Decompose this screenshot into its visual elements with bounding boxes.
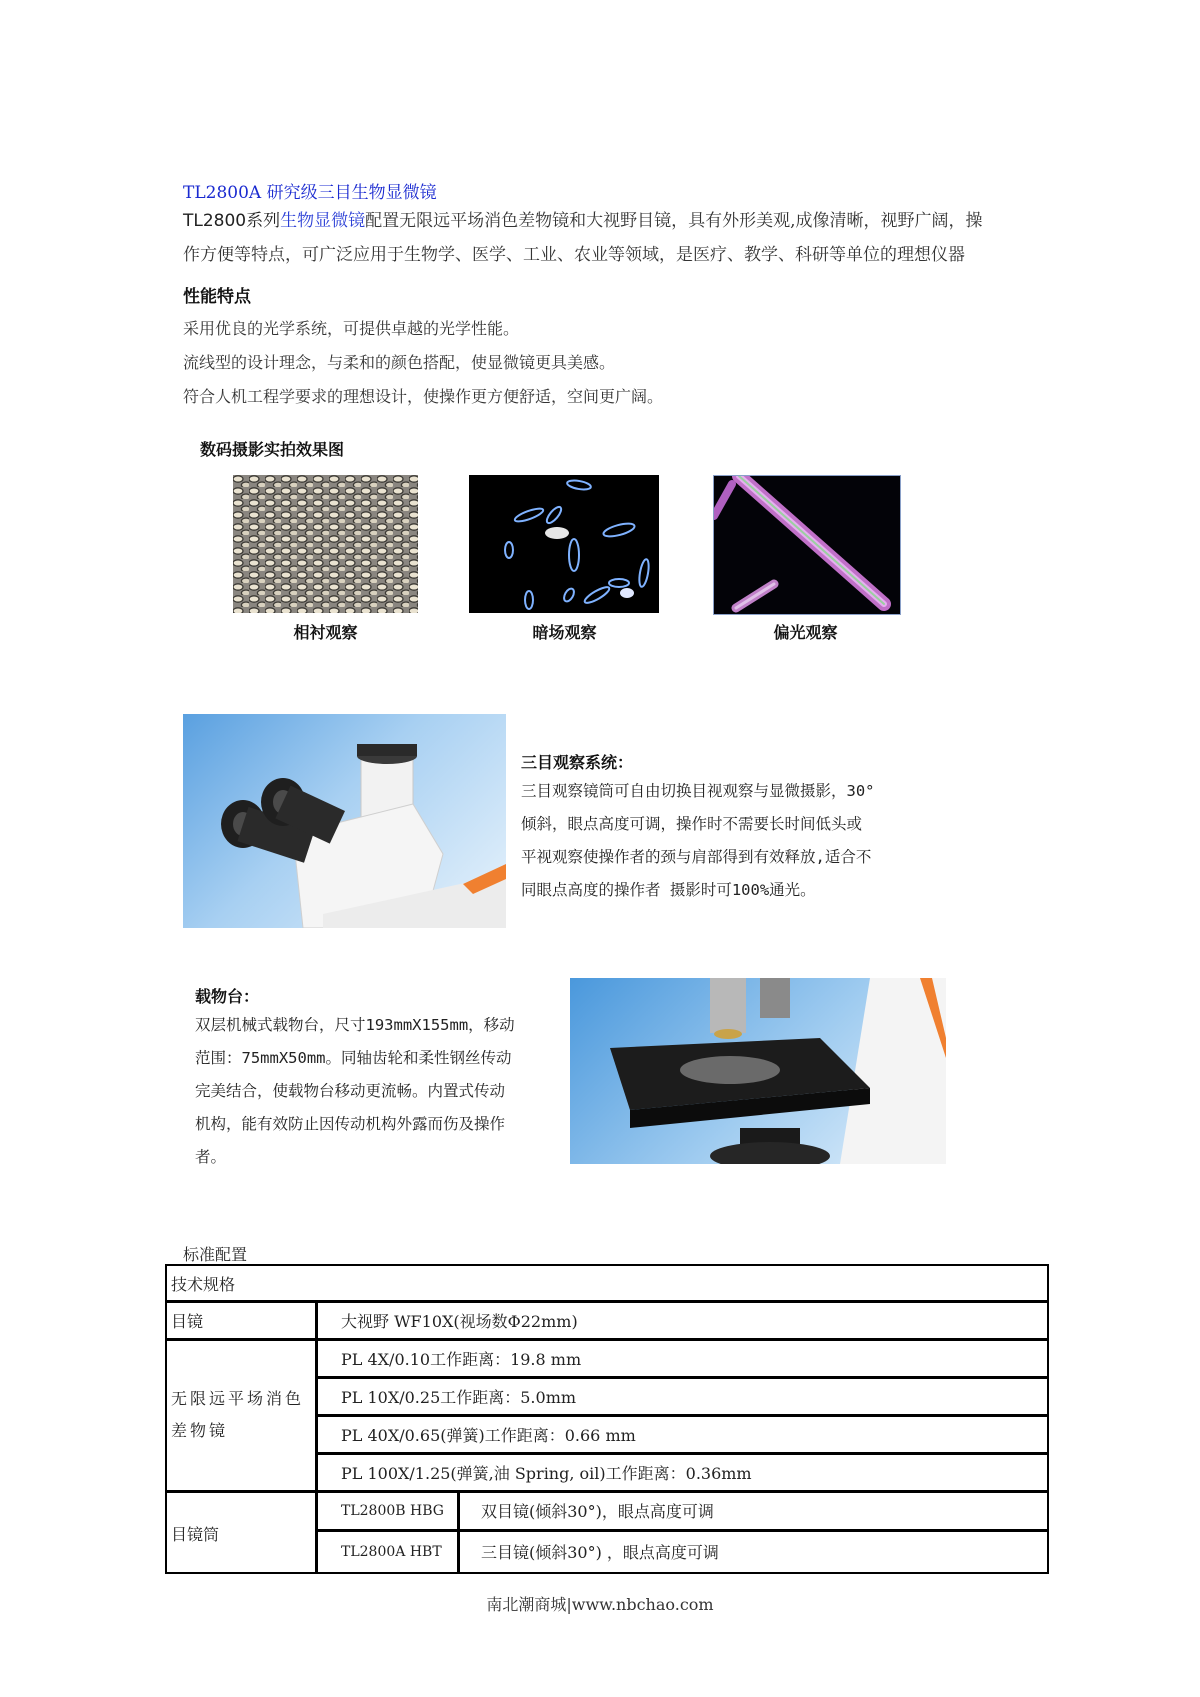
intro-paragraph [183,204,1043,272]
tube-desc: 双目镜(倾斜30°)，眼点高度可调 [481,1502,714,1521]
fiber-pattern [714,476,900,614]
microscope-head-illustration [183,714,506,928]
cell-pattern [233,475,418,613]
footer-text: 南北潮商城|www.nbchao.com [486,1595,714,1614]
stage-line: 双层机械式载物台，尺寸193mmX155mm，移动 [195,1016,515,1034]
gallery-caption: 暗场观察 [532,623,597,642]
stage-photo [570,978,946,1164]
trinocular-line: 同眼点高度的操作者 摄影时可100%通光。 [521,881,816,899]
stage-illustration [570,978,946,1164]
tube-desc: 三目镜(倾斜30°) ，眼点高度可调 [481,1543,719,1562]
polarized-photo [713,475,901,615]
page-title: TL2800A 研究级三目生物显微镜 [183,183,437,203]
trinocular-line: 倾斜，眼点高度可调，操作时不需要长时间低头或 [521,815,863,833]
eyepiece-value: 大视野 WF10X(视场数Φ22mm) [341,1311,578,1331]
trinocular-description [521,775,941,907]
objective-spec: PL 100X/1.25(弹簧,油 Spring, oil)工作距离：0.36mm [341,1463,752,1483]
objective-spec: PL 40X/0.65(弹簧)工作距离：0.66 mm [341,1425,636,1445]
stage-heading: 载物台： [195,987,260,1006]
objective-label [167,1340,315,1490]
eyepiece-label: 目镜 [171,1311,204,1331]
trinocular-head-photo [183,714,506,928]
stage-line: 机构，能有效防止因传动机构外露而伤及操作 [195,1115,506,1133]
gallery-caption: 相衬观察 [293,623,358,642]
feature-item: 流线型的设计理念，与柔和的颜色搭配，使显微镜更具美感。 [183,353,616,372]
intro-lead: TL2800系列 [183,211,281,231]
gallery-heading: 数码摄影实拍效果图 [200,440,345,459]
trinocular-line: 平视观察使操作者的颈与肩部得到有效释放,适合不 [521,848,872,866]
objective-spec: PL 10X/0.25工作距离：5.0mm [341,1387,577,1407]
stage-line: 范围：75mmX50mm。同轴齿轮和柔性钢丝传动 [195,1049,512,1067]
tube-model: TL2800A HBT [341,1543,442,1560]
table-rule [315,1300,318,1574]
tube-model: TL2800B HBG [341,1502,444,1519]
stage-line: 者。 [195,1148,227,1166]
gallery-caption: 偏光观察 [773,623,838,642]
intro-text-2: 作方便等特点，可广泛应用于生物学、医学、工业、农业等领域，是医疗、教学、科研等单位的理想仪器 [183,245,965,265]
tube-label: 目镜筒 [171,1524,220,1544]
features-heading: 性能特点 [183,287,251,307]
objective-label-line: 无限远平场消色 [171,1389,305,1408]
intro-text-1: 配置无限远平场消色差物镜和大视野目镜，具有外形美观,成像清晰，视野广阔，操 [365,211,983,231]
microscope-link[interactable]: 生物显微镜 [280,211,366,231]
objective-label-line: 差物镜 [171,1421,229,1440]
config-heading: 标准配置 [183,1245,248,1264]
diatom-pattern [469,475,659,613]
stage-description [195,1009,575,1174]
feature-item: 采用优良的光学系统，可提供卓越的光学性能。 [183,319,520,338]
trinocular-heading: 三目观察系统： [521,753,634,772]
spec-table [165,1264,1049,1574]
table-rule [457,1490,460,1574]
dark-field-photo [469,475,659,613]
table-title: 技术规格 [171,1274,236,1294]
feature-item: 符合人机工程学要求的理想设计，使操作更方便舒适，空间更广阔。 [183,387,664,406]
trinocular-line: 三目观察镜筒可自由切换目视观察与显微摄影，30° [521,782,875,800]
objective-spec: PL 4X/0.10工作距离：19.8 mm [341,1349,582,1369]
stage-line: 完美结合，使载物台移动更流畅。内置式传动 [195,1082,506,1100]
phase-contrast-photo [233,475,418,613]
